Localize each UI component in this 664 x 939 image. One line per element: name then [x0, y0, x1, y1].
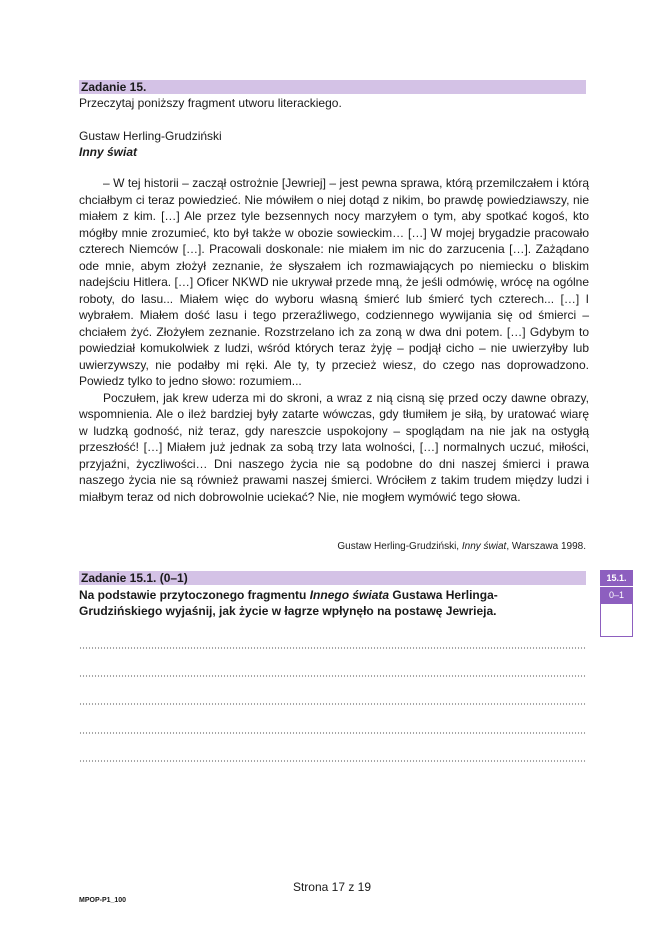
- question-part-2: Gustawa Herlinga-Grudzińskiego wyjaśnij, jak życie w łagrze wpłynęło na postawę Jewrieja.: [79, 588, 498, 618]
- task-15-header: [79, 80, 586, 94]
- answer-line-4[interactable]: [79, 732, 586, 734]
- task-15-title: Zadanie 15.: [81, 80, 147, 94]
- answer-line-3[interactable]: [79, 703, 586, 705]
- answer-line-1[interactable]: [79, 647, 586, 649]
- task-15-1-header: [79, 571, 586, 585]
- source-rest: , Warszawa 1998.: [506, 541, 586, 552]
- source-work: Inny świat: [461, 541, 507, 552]
- score-range: 0–1: [600, 586, 633, 603]
- page-number: Strona 17 z 19: [292, 880, 372, 894]
- answer-line-5[interactable]: [79, 760, 586, 762]
- source-author: Gustaw Herling-Grudziński,: [337, 541, 460, 552]
- question-work-title: Innego świata: [309, 588, 390, 602]
- question-part-1: Na podstawie przytoczonego fragmentu: [79, 588, 310, 602]
- exam-code: MPOP-P1_100: [79, 897, 127, 904]
- source-citation: [79, 541, 586, 553]
- score-field[interactable]: [600, 603, 633, 637]
- work-title: Inny świat: [79, 145, 138, 159]
- task-15-1-title: Zadanie 15.1. (0–1): [81, 571, 188, 585]
- answer-line-2[interactable]: [79, 675, 586, 677]
- score-box: [600, 570, 633, 637]
- task-15-1-question: [79, 587, 519, 619]
- score-task-number: 15.1.: [600, 570, 633, 586]
- passage-paragraph-1: – W tej historii – zaczął ostrożnie [Jewriej] – jest pewna sprawa, którą przemilczałem i którą chciałbym ci teraz powiedzieć. Nie mówiłem o niej dotąd z nikim, bo prawdę powiedziawszy, nie miałem z kim. […] Ale przez tyle bezsennych nocy marzyłem o tym, aby spotkać kogoś, kto mógłby mnie zrozumieć, kto był także w obozie sowieckim… […] W mojej brygadzie pracowało czterech Niemców […]. Pracowali doskonale: nie miałem im nic do zarzucenia […]. Zażądano ode mnie, abym złożył zeznanie, że słyszałem ich rozmawiających po niemiecku o bliskim nadejściu Hitlera. […] Oficer NKWD nie ukrywał przede mną, że jeśli odmówię, wrócę na ogólne roboty, do lasu... Miałem więc do wyboru własną śmierć lub śmierć tych czterech... […] I wybrałem. Miałem dość lasu i tego przeraźliwego, codziennego wywijania się od śmierci – chciałem żyć. Złożyłem zeznanie. Rozstrzelano ich za zoną w dwa dni potem. […] Gdybym to powiedział komukolwiek z ludzi, wśród których teraz żyję – podjął cicho – nie uwierzyłby lub uwierzywszy, nie podałby mi ręki. Ale ty, ty przecież wiesz, do czego nas doprowadzono. Powiedz tylko to jedno słowo: rozumiem...: [79, 176, 589, 388]
- author-name: Gustaw Herling-Grudziński: [79, 129, 222, 143]
- task-15-instruction: Przeczytaj poniższy fragment utworu literackiego.: [79, 96, 342, 110]
- literary-passage: [79, 175, 589, 505]
- passage-paragraph-2: Poczułem, jak krew uderza mi do skroni, a wraz z nią cisną się przed oczy dawne obrazy, wspomnienia. Ale o ileż bardziej były zatarte wówczas, gdy tłumiłem je siłą, by uratować wiarę w ludzką godność, niż teraz, gdy nareszcie uspokojony – spoglądam na nie jak na ostygłą przeszłość! […] Miałem już jednak za sobą trzy lata wolności, […] normalnych uczuć, miłości, przyjaźni, życzliwości… Dni naszego życia nie są podobne do dni naszej śmierci i prawa naszego życia nie są również prawami naszej śmierci. Wróciłem z takim trudem między ludzi i miałbym teraz od nich dobrowolnie uciekać? Nie, nie mogłem wymówić tego słowa.: [79, 390, 589, 504]
